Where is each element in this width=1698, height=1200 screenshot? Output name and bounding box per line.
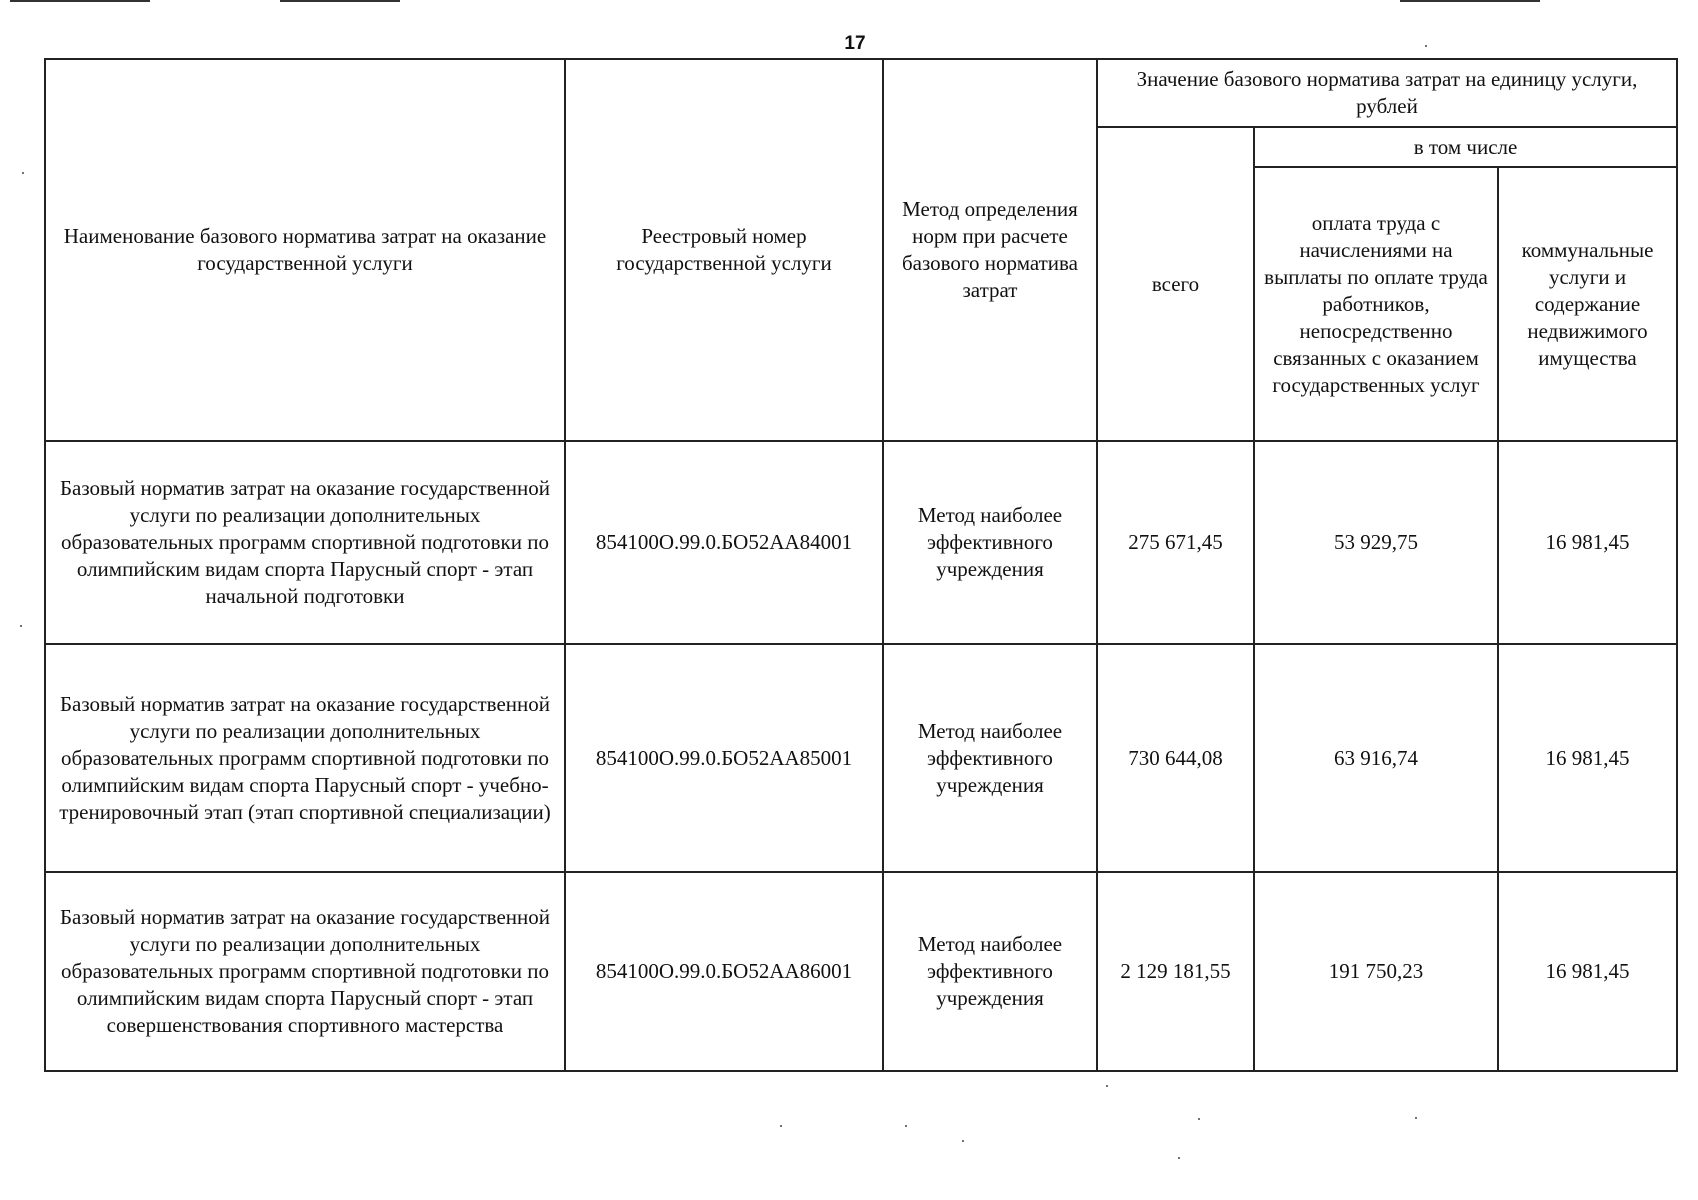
cell-utilities: 16 981,45 [1498,872,1677,1071]
table-row [45,644,1677,872]
cell-method: Метод наиболее эффективного учреждения [883,872,1097,1071]
scan-speck [905,1125,907,1127]
cell-labor: 191 750,23 [1254,872,1498,1071]
header-total: всего [1097,127,1254,441]
page-number: 17 [844,33,866,54]
scan-speck [20,625,22,627]
header-value-group: Значение базового норматива затрат на единицу услуги, рублей [1097,59,1677,127]
cell-registry-number: 854100О.99.0.БО52АА86001 [565,872,883,1071]
cell-total: 2 129 181,55 [1097,872,1254,1071]
scan-speck [1106,1085,1108,1087]
scan-speck [22,172,24,174]
scan-speck [962,1140,964,1142]
table-header-row [45,59,1677,127]
scan-speck [1178,1157,1180,1159]
header-utilities: коммунальные услуги и содержание недвижимого имущества [1498,167,1677,441]
cell-utilities: 16 981,45 [1498,644,1677,872]
scan-speck [1425,45,1427,47]
cost-norms-table [44,58,1678,1072]
cell-name: Базовый норматив затрат на оказание государственной услуги по реализации дополнительных образовательных программ спортивной подготовки по олимпийским видам спорта Парусный спорт - учебно-тренировочный этап (этап спортивной специализации) [45,644,565,872]
scan-speck [780,1125,782,1127]
cell-method: Метод наиболее эффективного учреждения [883,644,1097,872]
header-registry-number: Реестровый номер государственной услуги [565,59,883,441]
scan-speck [1198,1118,1200,1120]
cell-name: Базовый норматив затрат на оказание государственной услуги по реализации дополнительных образовательных программ спортивной подготовки по олимпийским видам спорта Парусный спорт - этап совершенствования спортивного мастерства [45,872,565,1071]
cell-method: Метод наиболее эффективного учреждения [883,441,1097,644]
cell-total: 730 644,08 [1097,644,1254,872]
header-name: Наименование базового норматива затрат на оказание государственной услуги [45,59,565,441]
table-row [45,441,1677,644]
scan-edge-rule [10,0,150,2]
cell-total: 275 671,45 [1097,441,1254,644]
scan-edge-rule [1400,0,1540,2]
cell-name: Базовый норматив затрат на оказание государственной услуги по реализации дополнительных образовательных программ спортивной подготовки по олимпийским видам спорта Парусный спорт - этап начальной подготовки [45,441,565,644]
header-labor: оплата труда с начислениями на выплаты по оплате труда работников, непосредственно связанных с оказанием государственных услуг [1254,167,1498,441]
header-method: Метод определения норм при расчете базового норматива затрат [883,59,1097,441]
cell-utilities: 16 981,45 [1498,441,1677,644]
table-row [45,872,1677,1071]
header-including: в том числе [1254,127,1677,167]
scan-edge-rule [280,0,400,2]
cell-registry-number: 854100О.99.0.БО52АА85001 [565,644,883,872]
cell-registry-number: 854100О.99.0.БО52АА84001 [565,441,883,644]
scan-speck [1415,1117,1417,1119]
cell-labor: 63 916,74 [1254,644,1498,872]
cell-labor: 53 929,75 [1254,441,1498,644]
